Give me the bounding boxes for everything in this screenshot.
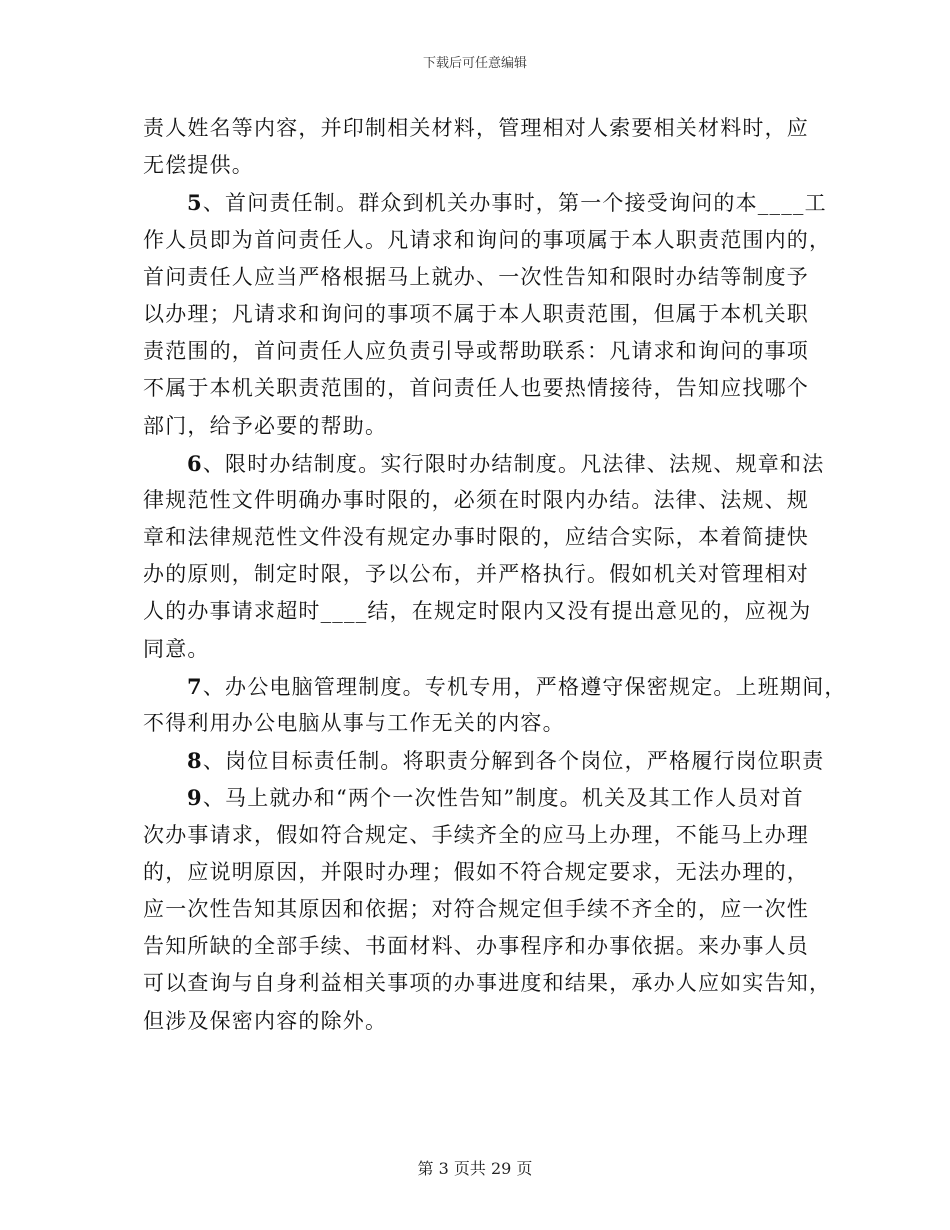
text-line: 律规范性文件明确办事时限的，必须在时限内办结。法律、法规、规: [143, 487, 809, 512]
text-line: 、首问责任制。群众到机关办事时，第一个接受询问的本____工: [202, 191, 827, 216]
text-line: 的，应说明原因，并限时办理；假如不符合规定要求，无法办理的，: [143, 859, 809, 884]
item-number: 7: [187, 673, 203, 699]
item-number: 8: [187, 748, 203, 774]
text-line: 可以查询与自身利益相关事项的办事进度和结果，承办人应如实告知，: [143, 971, 832, 996]
text-line: 以办理；凡请求和询问的事项不属于本人职责范围，但属于本机关职: [143, 301, 809, 326]
paragraph-6-first-line: [143, 445, 825, 482]
page-header: 下载后可任意编辑: [422, 56, 527, 71]
text-line: 无偿提供。: [143, 153, 254, 178]
item-number: 5: [187, 190, 203, 216]
text-line: 同意。: [143, 636, 210, 661]
item-number: 6: [187, 450, 203, 476]
text-line: 、办公电脑管理制度。专机专用，严格遵守保密规定。上班期间，: [202, 674, 847, 699]
text-line: 、岗位目标责任制。将职责分解到各个岗位，严格履行岗位职责: [202, 749, 825, 774]
page-footer: 第 3 页共 29 页: [417, 1159, 533, 1178]
text-line: 但涉及保密内容的除外。: [143, 1008, 388, 1033]
document-body: [143, 110, 847, 1040]
text-line: 应一次性告知其原因和依据；对符合规定但手续不齐全的，应一次性: [143, 896, 809, 921]
text-line: 作人员即为首问责任人。凡请求和询问的事项属于本人职责范围内的，: [143, 227, 832, 252]
text-line: 、限时办结制度。实行限时办结制度。凡法律、法规、规章和法: [202, 451, 825, 476]
text-line: 责范围的，首问责任人应负责引导或帮助联系：凡请求和询问的事项: [143, 339, 809, 364]
paragraph-7-first-line: [143, 668, 847, 705]
text-line: 章和法律规范性文件没有规定办事时限的，应结合实际，本着简捷快: [143, 525, 809, 550]
text-line: 办的原则，制定时限，予以公布，并严格执行。假如机关对管理相对: [143, 562, 809, 587]
text-line: 、马上就办和“两个一次性告知”制度。机关及其工作人员对首: [202, 786, 804, 811]
text-line: 不属于本机关职责范围的，首问责任人也要热情接待，告知应找哪个: [143, 376, 809, 401]
text-line: 部门，给予必要的帮助。: [143, 413, 388, 438]
text-line: 不得利用办公电脑从事与工作无关的内容。: [143, 711, 565, 735]
text-line: 责人姓名等内容，并印制相关材料，管理相对人索要相关材料时，应: [143, 116, 809, 140]
paragraph-9-first-line: [143, 779, 818, 816]
text-line: 人的办事请求超时____结，在规定时限内又没有提出意见的，应视为: [143, 599, 812, 624]
item-number: 9: [187, 785, 203, 811]
text-line: 次办事请求，假如符合规定、手续齐全的应马上办理，不能马上办理: [143, 822, 809, 847]
text-line: 首问责任人应当严格根据马上就办、一次性告知和限时办结等制度予: [143, 264, 809, 289]
text-line: 告知所缺的全部手续、书面材料、办事程序和办事依据。来办事人员: [143, 934, 809, 959]
paragraph-8-first-line: [143, 742, 825, 779]
paragraph-5-first-line: [143, 184, 827, 221]
